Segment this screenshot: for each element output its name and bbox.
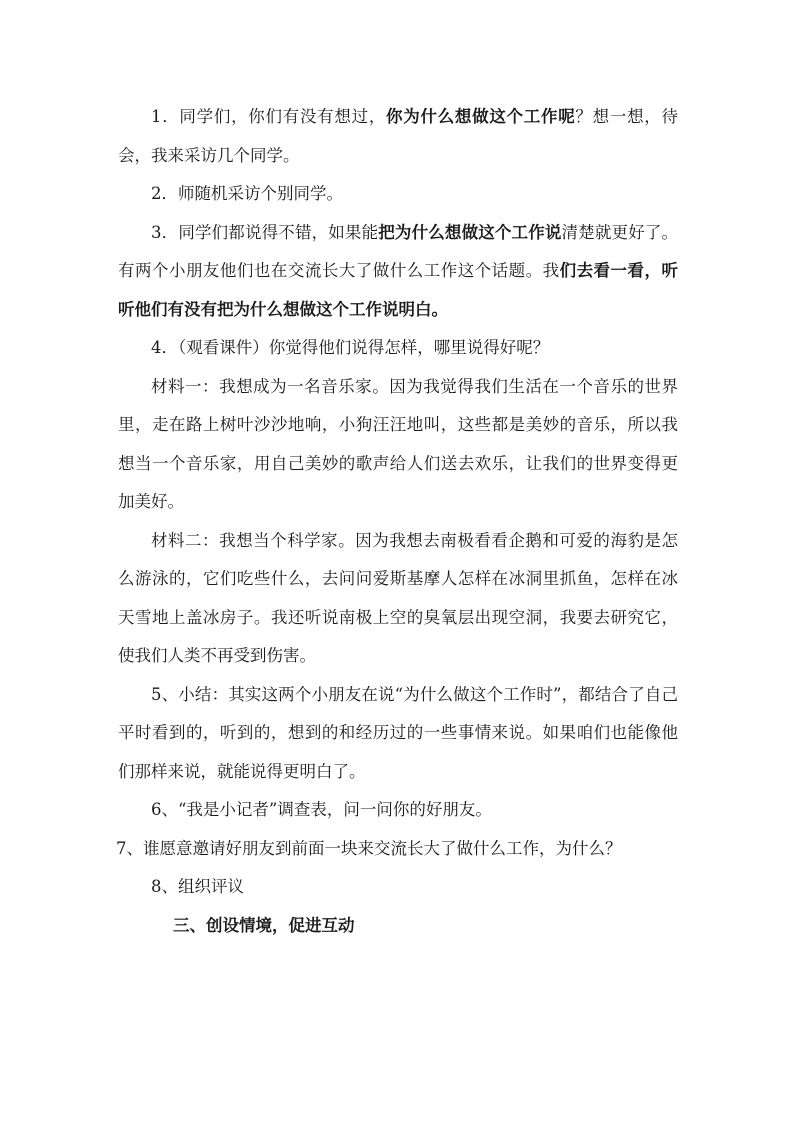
p1-text-3: ？想一想，待会，我来采访几个同学。 bbox=[118, 107, 679, 165]
p3-text-3: 清楚就更好了。有两个小朋友他们也在交流长大了做什么工作这个话题。我 bbox=[118, 222, 679, 280]
p6-text-1: 材料二：我想当个科学家。因为我想去南极看看企鹅和可爱的海豹是怎么游泳的，它们吃些什么，去问问爱斯基摩人怎样在冰洞里抓鱼，怎样在冰天雪地上盖冰房子。我还听说南极上空的臭氧层出现空洞，我要去研究它，使我们人类不再受到伤害。 bbox=[118, 530, 678, 665]
paragraph-summary bbox=[118, 676, 678, 792]
paragraph-6 bbox=[118, 791, 678, 830]
p3-text-2-bold: 把为什么想做这个工作说 bbox=[378, 222, 562, 242]
p3-text-1: 3．同学们都说得不错，如果能 bbox=[151, 222, 379, 242]
document-body bbox=[118, 98, 678, 945]
paragraph-8 bbox=[118, 868, 678, 907]
p5-text-1: 材料一：我想成为一名音乐家。因为我觉得我们生活在一个音乐的世界里，走在路上树叶沙沙地响，小狗汪汪地叫，这些都是美妙的音乐，所以我想当一个音乐家，用自己美妙的歌声给人们送去欢乐，让我们的世界变得更加美好。 bbox=[118, 376, 678, 511]
p4-text-1: 4．（观看课件）你觉得他们说得怎样，哪里说得好呢？ bbox=[151, 338, 550, 357]
p2-text-1: 2．师随机采访个别同学。 bbox=[151, 184, 343, 203]
section-heading: 三、创设情境，促进互动 bbox=[173, 915, 355, 935]
paragraph-2 bbox=[118, 175, 678, 214]
p3-text-4-bold: 们去看一看，听听他们有没有把为什么想做这个工作说明白。 bbox=[118, 261, 678, 319]
paragraph-4 bbox=[118, 329, 678, 368]
paragraph-material-2 bbox=[118, 522, 678, 676]
paragraph-3 bbox=[118, 214, 678, 330]
p7-text-1: 5、小结：其实这两个小朋友在说“为什么做这个工作时”，都结合了自己平时看到的，听到的，想到的和经历过的一些事情来说。如果咱们也能像他们那样来说，就能说得更明白了。 bbox=[118, 684, 678, 781]
p1-text-1: 1．同学们，你们有没有想过， bbox=[151, 107, 387, 126]
p10-text-1: 8、组织评议 bbox=[151, 877, 244, 896]
paragraph-material-1 bbox=[118, 368, 678, 522]
paragraph-1 bbox=[118, 98, 678, 175]
paragraph-7 bbox=[116, 830, 676, 869]
p8-text-1: 6、“我是小记者”调查表，问一问你的好朋友。 bbox=[151, 800, 492, 819]
p9-text-1: 7、谁愿意邀请好朋友到前面一块来交流长大了做什么工作，为什么？ bbox=[116, 838, 622, 858]
p1-text-2-bold: 你为什么想做这个工作呢 bbox=[386, 107, 576, 126]
